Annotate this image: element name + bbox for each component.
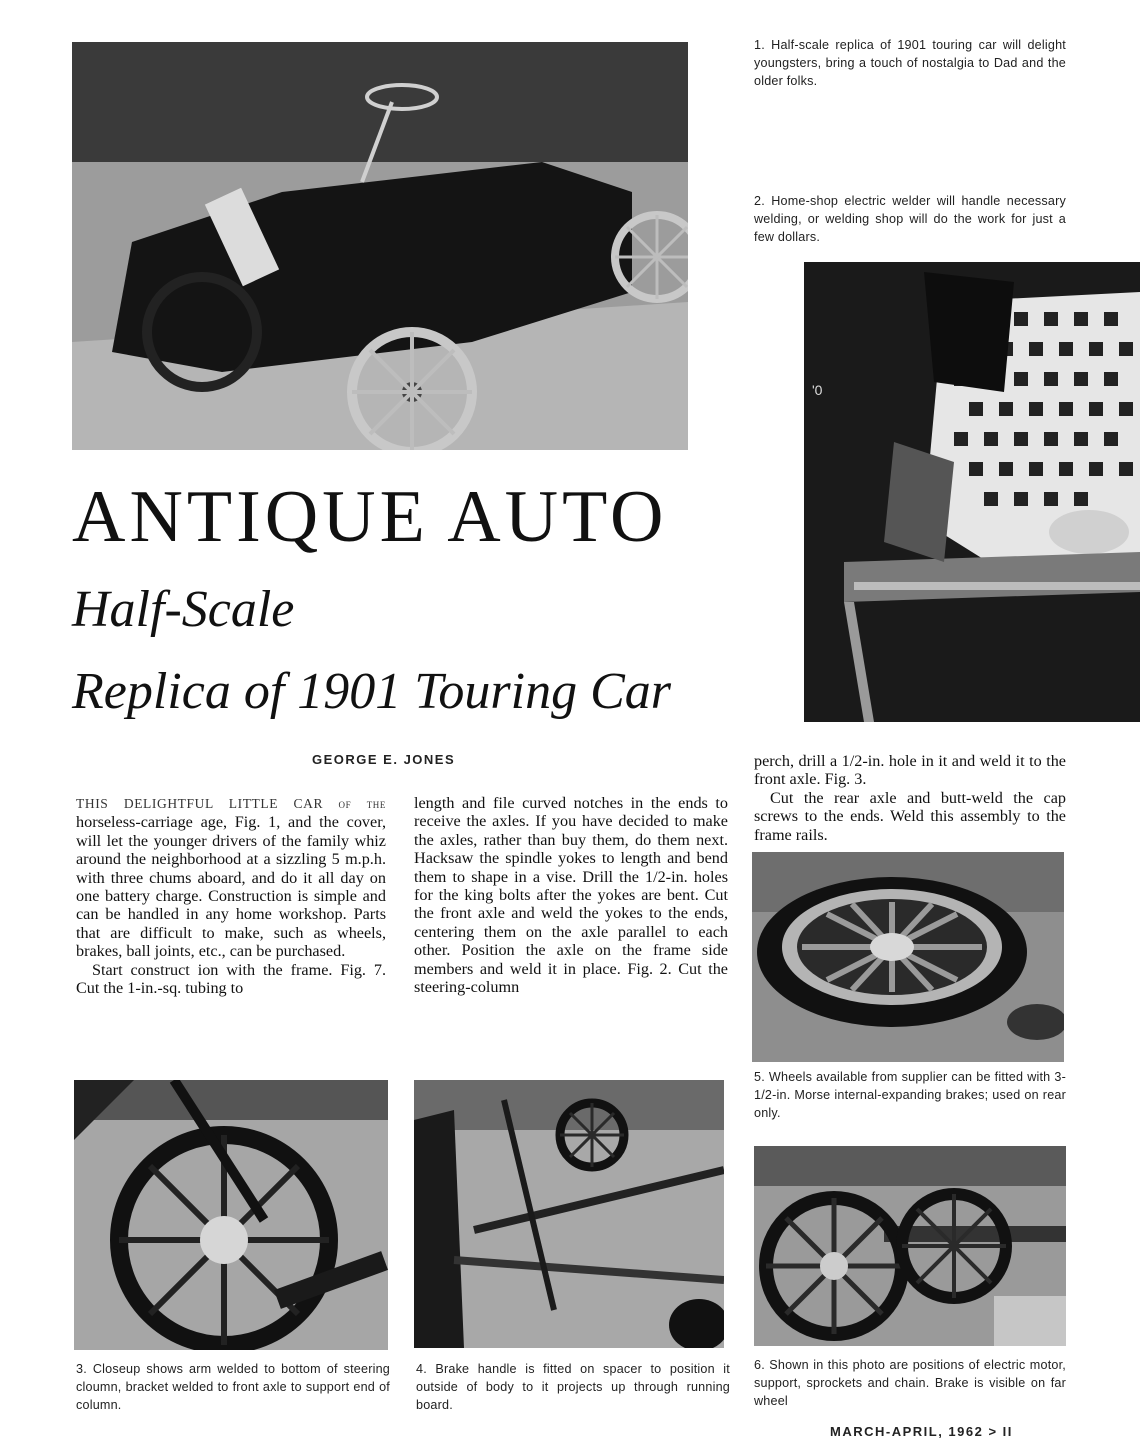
photo-welder: [804, 262, 1140, 722]
photo-wheel: [752, 852, 1064, 1062]
photo-brake-handle: [414, 1080, 724, 1348]
body-col3-paragraph2: Cut the rear axle and butt-weld the cap screws to the ends. Weld this assembly to the frame rails.: [754, 788, 1066, 844]
author-byline: GEORGE E. JONES: [312, 752, 456, 767]
caption-fig5: 5. Wheels available from supplier can be fitted with 3-1/2-in. Morse internal-expanding brakes; used on rear only.: [754, 1070, 1066, 1120]
page-footer: MARCH-APRIL, 1962 > II: [830, 1424, 1013, 1439]
caption-fig4: 4. Brake handle is fitted on spacer to position it outside of body to it projects up through running board.: [416, 1362, 730, 1412]
body-column-1: [76, 794, 386, 997]
article-subtitle-line2: Replica of 1901 Touring Car: [72, 663, 672, 720]
touring-car-illustration: [72, 42, 688, 450]
body-col3-paragraph1: perch, drill a 1/2-in. hole in it and weld it to the front axle. Fig. 3.: [754, 752, 1066, 789]
caption-fig6: 6. Shown in this photo are positions of electric motor, support, sprockets and chain. Brake is visible on far wheel: [754, 1358, 1066, 1408]
article-subtitle-line1: Half-Scale: [72, 581, 295, 638]
photo-steering-closeup: [74, 1080, 388, 1350]
photo-chassis: [754, 1146, 1066, 1346]
caption-fig2: 2. Home-shop electric welder will handle necessary welding, or welding shop will do the work for just a few dollars.: [754, 194, 1066, 244]
photo-touring-car: [72, 42, 688, 450]
article-title: ANTIQUE AUTO: [72, 476, 668, 558]
wheel-illustration: [752, 852, 1064, 1062]
body-col1-paragraph1: horseless-carriage age, Fig. 1, and the cover, will let the younger drivers of the family whiz around the neighborhood at a sizzling 5 m.p.h. with three chums aboard, and do it all day on one battery charge. Construction is simple and can be handled in any home workshop. Parts that are difficult to make, such as wheels, brakes, ball joints, etc., can be purchased.: [76, 813, 386, 961]
chassis-illustration: [754, 1146, 1066, 1346]
welder-illustration: [804, 262, 1140, 722]
caption-fig3: 3. Closeup shows arm welded to bottom of steering cloumn, bracket welded to front axle to support end of column.: [76, 1362, 390, 1412]
steering-closeup-illustration: [74, 1080, 388, 1350]
body-column-2: [414, 794, 728, 996]
body-col1-paragraph2: Start construct ion with the frame. Fig. 7. Cut the 1-in.-sq. tubing to: [76, 960, 386, 998]
body-lead-in: THIS DELIGHTFUL LITTLE CAR of the: [76, 796, 386, 811]
body-column-3: [754, 752, 1066, 844]
brake-handle-illustration: [414, 1080, 724, 1348]
welder-photo-mark: '0: [812, 382, 823, 398]
caption-fig1: 1. Half-scale replica of 1901 touring car will delight youngsters, bring a touch of nostalgia to Dad and the older folks.: [754, 38, 1066, 88]
body-col2-paragraph: length and file curved notches in the ends to receive the axles. If you have decided to make the axles, rather than buy them, do them next. Hacksaw the spindle yokes to length and bend them to shape in a vise. Drill the 1/2-in. holes for the king bolts after the yokes are bent. Cut the front axle and weld the yokes to the ends, centering them on the axle parallel to each other. Position the axle on the frame side members and weld it in place. Fig. 2. Cut the steering-column: [414, 794, 728, 997]
